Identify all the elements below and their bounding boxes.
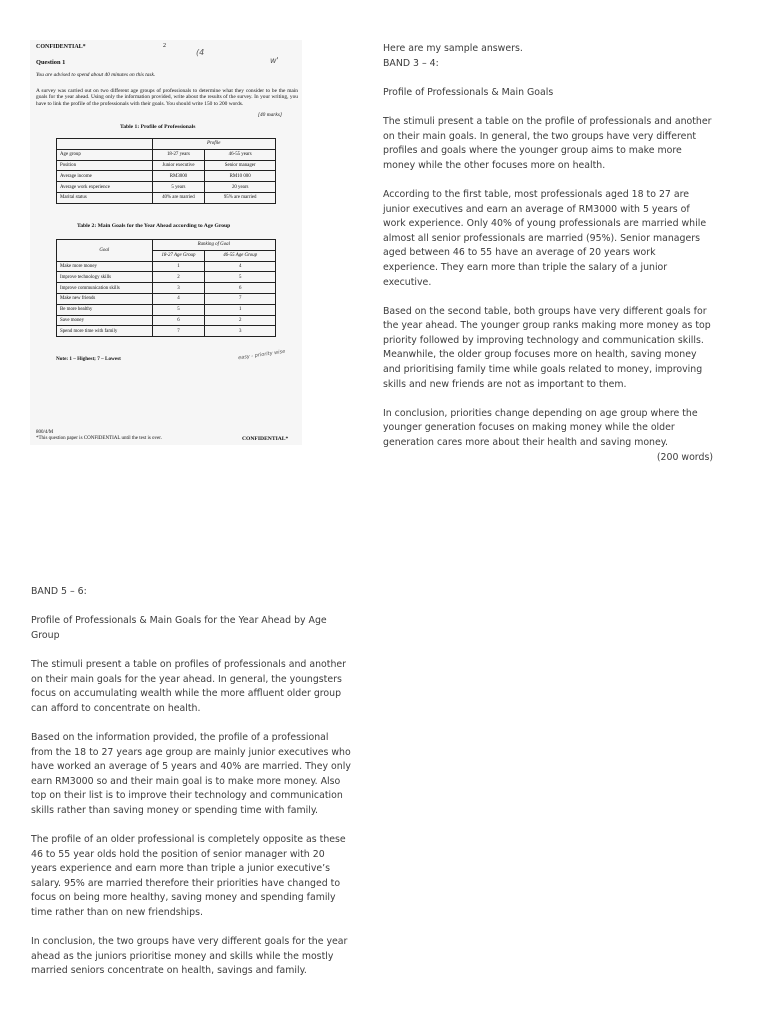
table-row [57,272,276,283]
table-row [57,283,276,294]
table-cell: Average work experience [57,182,153,193]
handwritten-note: easy - priority wise [237,348,286,362]
confidential-top: CONFIDENTIAL* [36,44,86,50]
table-cell: 7 [152,326,205,337]
table-cell: 3 [152,283,205,294]
essay-paragraph: Based on the information provided, the profile of a professional from the 18 to 27 years age group are mainly junior executives who have worked an average of 5 years and 40% are married. They only earn RM3000 so and their main goal is to make more money. Also top on their list is to improve their technology and communication skills rather than saving money or spending time with family. [31,731,351,816]
word-count: (200 words) [656,451,713,463]
table-row [57,149,276,160]
table-row [57,304,276,315]
paper-code: 800/4/M [36,430,54,435]
table-cell: 40% are married [152,192,205,203]
table-cell: Senior manager [205,160,276,171]
table-cell: 18-27 years [152,149,205,160]
table-row [57,182,276,193]
table1-title: Table 1: Profile of Professionals [120,124,196,130]
table-cell: RM10 000 [205,171,276,182]
band-heading: BAND 5 – 6: [31,586,87,597]
confidential-bottom: CONFIDENTIAL* [242,436,289,442]
question-title: Question 1 [36,59,66,66]
table-cell: Position [57,160,153,171]
confidential-footer-note: *This question paper is CONFIDENTIAL until the test is over. [36,436,162,441]
handwritten-mark-w: w' [270,56,279,65]
ranking-note: Note: 1 – Highest; 7 – Lowest [56,356,121,362]
table-cell: Be more healthy [57,304,153,315]
handwritten-mark-top: (4 [196,48,205,57]
table-cell: 4 [205,261,276,272]
table-row [57,293,276,304]
band-heading: BAND 3 – 4: [383,57,439,69]
table-cell: 95% are married [205,192,276,203]
table-cell: Age group [57,149,153,160]
table-row [57,261,276,272]
table-cell: 1 [152,261,205,272]
table-cell: 20 years [205,182,276,193]
table-cell: RM3000 [152,171,205,182]
essay-paragraph: In conclusion, priorities change depending on age group where the younger generation focuses on making money while the older generation cares more about their health and saving money. [383,407,698,449]
table-cell: 5 [152,304,205,315]
question-paper-scan [30,40,302,445]
table2-title: Table 2: Main Goals for the Year Ahead according to Age Group [77,223,231,229]
goals-table-col-b: 46-55 Age Group [205,250,276,261]
table-cell: Spend more time with family [57,326,153,337]
table-cell: 2 [152,272,205,283]
table-cell: 6 [152,315,205,326]
goals-table-ranking-header: Ranking of Goal [152,240,275,251]
table-row [57,326,276,337]
question-instructions: A survey was carried out on two different age groups of professionals to determine what they consider to be the main goals for the year ahead. Using only the information provided, write about the results of the survey. In your writing, you have to link the profile of the professionals with their goals. You should write 150 to 200 words. [36,88,298,107]
goals-table [56,239,276,337]
table-cell: Save money [57,315,153,326]
essay-paragraph: In conclusion, the two groups have very different goals for the year ahead as the juniors prioritise money and skills while the mostly married seniors concentrate on health, savings and family. [31,936,348,977]
profile-table [56,138,276,204]
table-cell: 7 [205,293,276,304]
table-cell: Make new friends [57,293,153,304]
time-advice: You are advised to spend about 40 minutes on this task. [36,72,156,78]
intro-line: Here are my sample answers. [383,43,523,54]
band-5-6-answer [31,585,351,979]
table-row [57,160,276,171]
table-cell: 3 [205,326,276,337]
table-row [57,192,276,203]
table-row [57,315,276,326]
essay-paragraph: The stimuli present a table on profiles of professionals and another on their main goals for the year ahead. In general, the youngsters focus on accumulating wealth while the more affluent older group can afford to concentrate on health. [31,658,347,714]
profile-table-header: Profile [152,139,275,150]
table-cell: Average income [57,171,153,182]
table-row [57,171,276,182]
table-cell: 4 [152,293,205,304]
question-marks: [40 marks] [257,112,282,118]
table-cell: 46-55 years [205,149,276,160]
table-cell: Marital status [57,192,153,203]
essay-title: Profile of Professionals & Main Goals [383,86,554,98]
band-3-4-answer [383,42,713,465]
essay-paragraph: The profile of an older professional is completely opposite as these 46 to 55 year olds hold the position of senior manager with 20 years experience and earn more than triple a junior executive’s salary. 95% are married therefore their priorities have changed to focus on being more healthy, saving money and spending family time rather than on new friendships. [31,834,346,919]
table-cell: Junior executive [152,160,205,171]
table-cell: Make more money [57,261,153,272]
table-cell: Improve communication skills [57,283,153,294]
essay-paragraph: According to the first table, most professionals aged 18 to 27 are junior executives and earn an average of RM3000 with 5 years of work experience. Only 40% of young professionals are married while almost all senior professionals are married (95%). Senior managers aged between 46 to 55 have an average of 20 years work experience. They earn more than triple the salary of a junior executive. [383,188,707,288]
goals-table-col-a: 18-27 Age Group [152,250,205,261]
goals-table-goal-header: Goal [57,240,153,262]
table-cell: 6 [205,283,276,294]
table-cell: 2 [205,315,276,326]
table-cell: 1 [205,304,276,315]
table-cell: Improve technology skills [57,272,153,283]
profile-table-blank [57,139,153,150]
essay-paragraph: Based on the second table, both groups have very different goals for the year ahead. The younger group ranks making more money as top priority followed by improving technology and communication skills. Meanwhile, the older group focuses more on health, saving money and prioritising family time while goals related to money, improving skills and new friends are not as important to them. [383,305,711,390]
essay-title: Profile of Professionals & Main Goals for the Year Ahead by Age Group [31,615,327,641]
table-cell: 5 [205,272,276,283]
page-number: 2 [163,43,166,49]
essay-paragraph: The stimuli present a table on the profile of professionals and another on their main goals. In general, the two groups have very different profiles and goals where the younger group aims to make more money while the other focuses more on health. [383,115,712,171]
table-cell: 5 years [152,182,205,193]
